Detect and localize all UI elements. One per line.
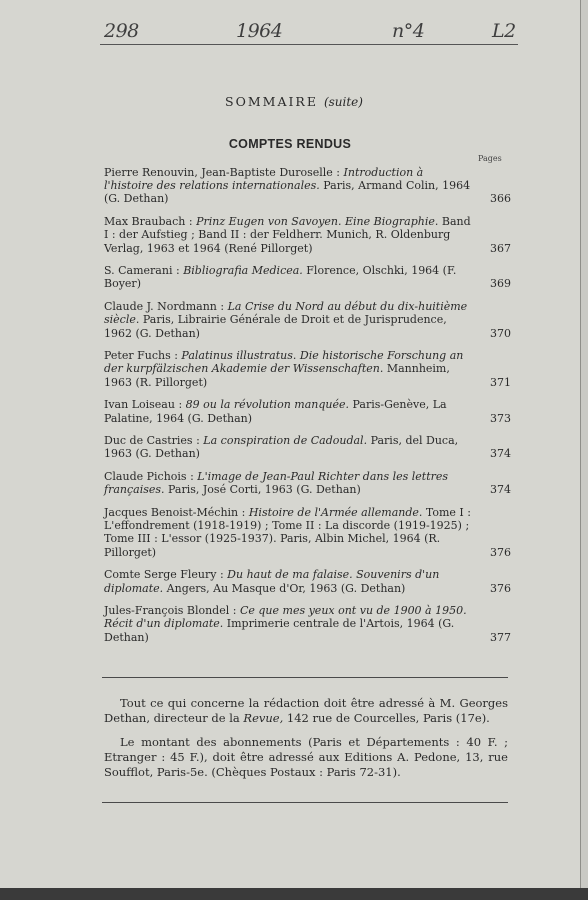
handwritten-number: 298 bbox=[104, 20, 139, 42]
entry-details: Paris, Librairie Générale de Droit et de Jurisprudence, 1962 (G. Dethan) bbox=[104, 313, 447, 340]
entry-title: La Crise du Nord au début du dix-huitième siècle. bbox=[104, 300, 468, 327]
entry-details: Paris-Genève, La Palatine, 1964 (G. Dethan) bbox=[104, 398, 447, 425]
entry-title: Bibliografia Medicea. bbox=[183, 264, 303, 278]
entry-page: 369 bbox=[490, 277, 511, 291]
entry-text: Comte Serge Fleury : Du haut de ma falaise. Souvenirs d'un diplomate. Angers, Au Masque d'Or, 1963 (G. Dethan) bbox=[104, 568, 440, 595]
entry-page: 374 bbox=[490, 447, 511, 461]
entry-details: Paris, del Duca, 1963 (G. Dethan) bbox=[104, 434, 459, 461]
entry-page: 367 bbox=[490, 241, 511, 255]
entry-details: Mannheim, 1963 (R. Pillorget) bbox=[104, 362, 450, 389]
entry-author: Claude J. Nordmann bbox=[104, 300, 217, 314]
entry-text: Ivan Loiseau : 89 ou la révolution manquée. Paris-Genève, La Palatine, 1964 (G. Dethan) bbox=[104, 398, 447, 425]
entry-text: Claude Pichois : L'image de Jean-Paul Richter dans les lettres françaises. Paris, José Corti, 1963 (G. Dethan) bbox=[104, 470, 449, 497]
entry-text: Jacques Benoist-Méchin : Histoire de l'Armée allemande. Tome I : L'effondrement (1918-1919) ; Tome II : La discorde (1919-1925) ; Tome III : L'essor (1925-1937). Paris, Albin Michel, 1964 (R. Pillorget) bbox=[104, 506, 471, 559]
header-suffix: (suite) bbox=[323, 95, 363, 109]
entry-author: S. Camerani bbox=[104, 264, 173, 278]
entry-author: Comte Serge Fleury bbox=[104, 568, 217, 582]
entry-author: Max Braubach bbox=[104, 215, 186, 229]
entry-author: Ivan Loiseau bbox=[104, 398, 175, 412]
page-header bbox=[0, 94, 588, 109]
handwritten-year: 1964 bbox=[236, 20, 283, 42]
binding-edge bbox=[0, 888, 588, 900]
entry-page: 374 bbox=[490, 483, 511, 497]
entry-title: Palatinus illustratus. Die historische Forschung an der kurpfälzischen Akademie der Wissenschaften. bbox=[104, 349, 464, 376]
review-entry bbox=[104, 166, 511, 206]
review-entry bbox=[104, 470, 511, 496]
entry-title: La conspiration de Cadoudal. bbox=[203, 434, 368, 448]
entry-details: Paris, Armand Colin, 1964 (G. Dethan) bbox=[104, 179, 471, 206]
entry-text: Claude J. Nordmann : La Crise du Nord au début du dix-huitième siècle. Paris, Librairie Générale de Droit et de Jurisprudence, 1962 (G. Dethan) bbox=[104, 300, 468, 340]
notes-paragraph-editorial bbox=[104, 696, 508, 726]
entry-author: Duc de Castries bbox=[104, 434, 193, 448]
review-entry bbox=[104, 604, 511, 644]
notes-address: 142 rue de Courcelles, Paris (17e). bbox=[286, 711, 490, 725]
pages-column-label: Pages bbox=[478, 154, 502, 163]
entry-author: Claude Pichois bbox=[104, 470, 187, 484]
entry-page: 370 bbox=[490, 326, 511, 340]
notes-editorial-text: Tout ce qui concerne la rédaction doit être adressé à M. Georges Dethan, directeur de la bbox=[104, 696, 508, 725]
entry-title: Histoire de l'Armée allemande. bbox=[248, 506, 423, 520]
entry-text: Peter Fuchs : Palatinus illustratus. Die historische Forschung an der kurpfälzischen Akademie der Wissenschaften. Mannheim, 1963 (R. Pillorget) bbox=[104, 349, 464, 389]
entry-text: Jules-François Blondel : Ce que mes yeux ont vu de 1900 à 1950. Récit d'un diplomate. Imprimerie centrale de l'Artois, 1964 (G. Dethan) bbox=[104, 604, 467, 644]
review-entry bbox=[104, 300, 511, 340]
entry-page: 377 bbox=[490, 630, 511, 644]
entry-details: Band I : der Aufstieg ; Band II : der Feldherr. Munich, R. Oldenburg Verlag, 1963 et 1964 (René Pillorget) bbox=[104, 215, 471, 255]
entry-title: Du haut de ma falaise. Souvenirs d'un diplomate. bbox=[104, 568, 440, 595]
entry-details: Paris, José Corti, 1963 (G. Dethan) bbox=[168, 483, 361, 497]
entry-page: 373 bbox=[490, 411, 511, 425]
review-entry bbox=[104, 398, 511, 424]
divider-bottom bbox=[102, 802, 508, 803]
handwritten-underline bbox=[100, 44, 518, 45]
review-entry bbox=[104, 506, 511, 559]
review-entry bbox=[104, 349, 511, 389]
entry-text: S. Camerani : Bibliografia Medicea. Florence, Olschki, 1964 (F. Boyer) bbox=[104, 264, 457, 291]
entry-details: Imprimerie centrale de l'Artois, 1964 (G. Dethan) bbox=[104, 617, 455, 644]
review-entry bbox=[104, 568, 511, 594]
notes-paragraph-subscriptions: Le montant des abonnements (Paris et Départements : 40 F. ; Etranger : 45 F.), doit être adressé aux Editions A. Pedone, 13, rue Soufflot, Paris-5e. (Chèques Postaux : Paris 72-31). bbox=[104, 735, 508, 779]
entry-details: Tome I : L'effondrement (1918-1919) ; Tome II : La discorde (1919-1925) ; Tome III : L'essor (1925-1937). Paris, Albin Michel, 1964 (R. Pillorget) bbox=[104, 506, 471, 559]
entry-title: Introduction à l'histoire des relations internationales. bbox=[104, 166, 424, 193]
entry-title: Prinz Eugen von Savoyen. Eine Biographie. bbox=[196, 215, 439, 229]
review-entry bbox=[104, 264, 511, 290]
entry-page: 376 bbox=[490, 581, 511, 595]
entry-title: Ce que mes yeux ont vu de 1900 à 1950. Récit d'un diplomate. bbox=[104, 604, 467, 631]
entry-title: 89 ou la révolution manquée. bbox=[185, 398, 349, 412]
entry-page: 371 bbox=[490, 375, 511, 389]
entry-page: 366 bbox=[490, 192, 511, 206]
entry-author: Jules-François Blondel bbox=[104, 604, 230, 618]
header-title: SOMMAIRE bbox=[225, 94, 318, 109]
divider-top bbox=[102, 677, 508, 678]
entry-details: Angers, Au Masque d'Or, 1963 (G. Dethan) bbox=[166, 581, 406, 595]
entry-author: Jacques Benoist-Méchin bbox=[104, 506, 239, 520]
entry-author: Pierre Renouvin, Jean-Baptiste Duroselle bbox=[104, 166, 333, 179]
notes-revue: Revue, bbox=[243, 711, 284, 725]
review-entry bbox=[104, 215, 511, 255]
handwritten-issue: n°4 bbox=[392, 20, 425, 42]
section-title: COMPTES RENDUS bbox=[228, 137, 352, 151]
handwritten-code: L2 bbox=[492, 20, 516, 42]
entry-title: L'image de Jean-Paul Richter dans les lettres françaises. bbox=[104, 470, 449, 497]
review-list bbox=[104, 166, 511, 653]
editorial-notes bbox=[104, 696, 508, 789]
review-entry bbox=[104, 434, 511, 460]
entry-details: Florence, Olschki, 1964 (F. Boyer) bbox=[104, 264, 457, 291]
entry-text: Max Braubach : Prinz Eugen von Savoyen. Eine Biographie. Band I : der Aufstieg ; Band II : der Feldherr. Munich, R. Oldenburg Verlag, 1963 et 1964 (René Pillorget) bbox=[104, 215, 471, 255]
entry-author: Peter Fuchs bbox=[104, 349, 171, 363]
entry-page: 376 bbox=[490, 545, 511, 559]
entry-text: Duc de Castries : La conspiration de Cadoudal. Paris, del Duca, 1963 (G. Dethan) bbox=[104, 434, 459, 461]
entry-text: Pierre Renouvin, Jean-Baptiste Duroselle : Introduction à l'histoire des relations internationales. Paris, Armand Colin, 1964 (G. Dethan) bbox=[104, 166, 471, 206]
